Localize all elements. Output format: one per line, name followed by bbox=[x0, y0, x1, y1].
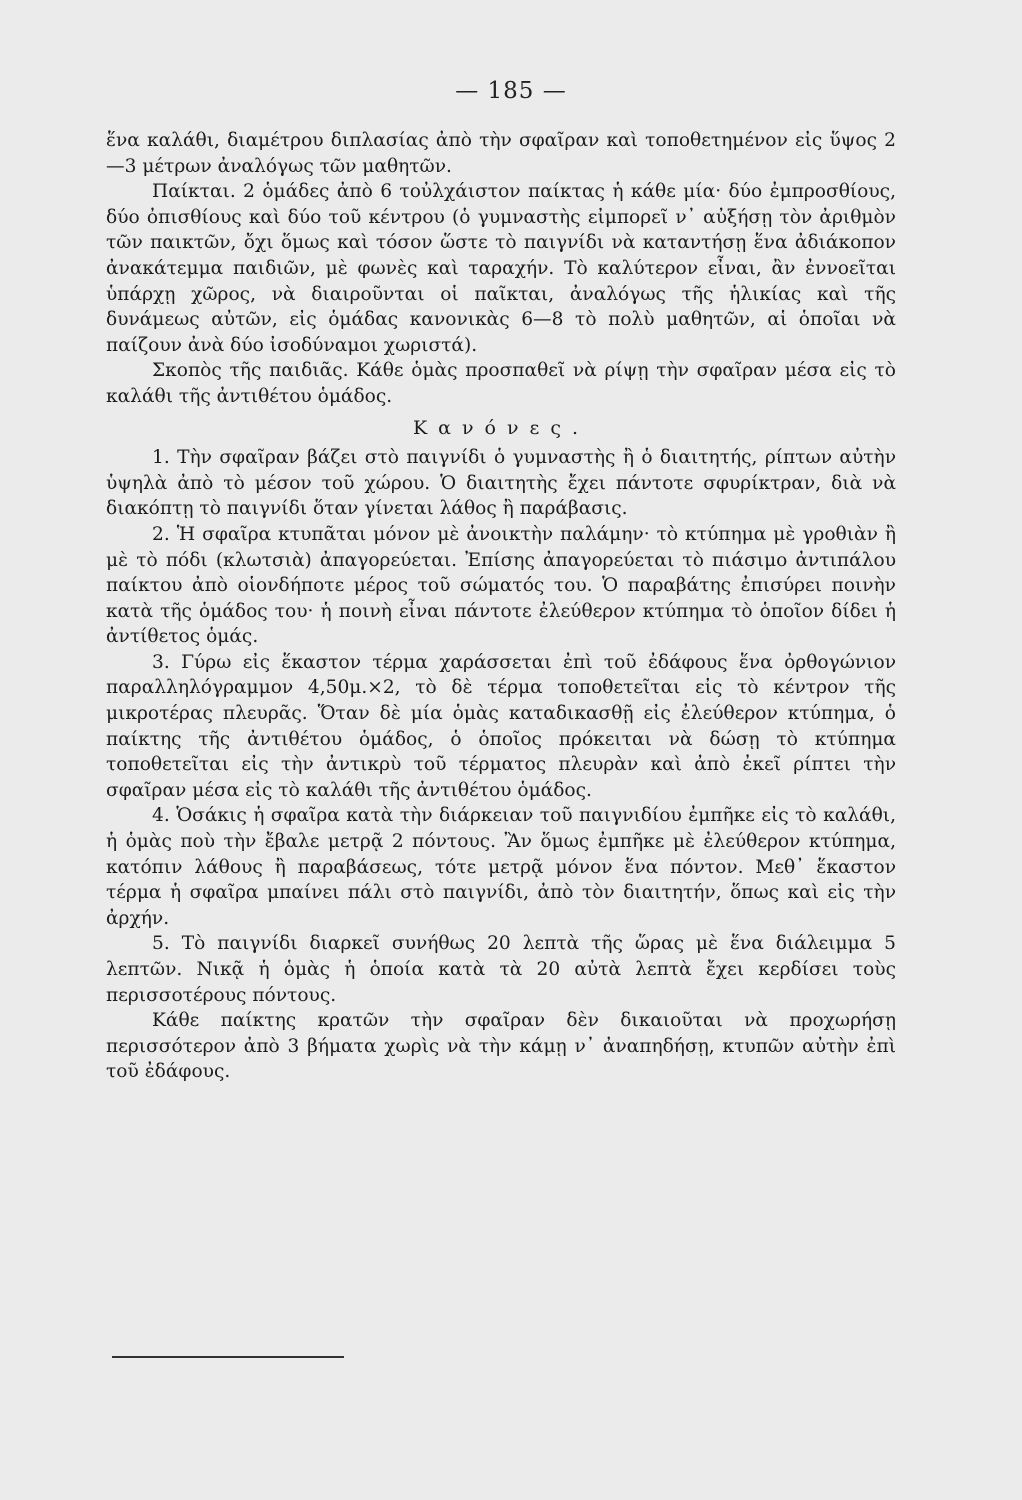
rule-item-4: 4. Ὁσάκις ἡ σφαῖρα κατὰ τὴν διάρκειαν τοῦ παιγνιδίου ἐμπῆκε εἰς τὸ καλάθι, ἡ ὁμὰς ποὺ τὴν ἔβαλε μετρᾷ 2 πόντους. Ἂν ὅμως ἐμπῆκε μὲ ἐλεύθερον κτύπημα, κατόπιν λάθους ἢ παραβάσεως, τότε μετρᾷ μόνον ἕνα πόντον. Μεθ᾽ ἕκαστον τέρμα ἡ σφαῖρα μπαίνει πάλι στὸ παιγνίδι, ἀπὸ τὸν διαιτητήν, ὅπως καὶ εἰς τὴν ἀρχήν. bbox=[106, 805, 896, 929]
rule-item-5: 5. Τὸ παιγνίδι διαρκεῖ συνήθως 20 λεπτὰ τῆς ὥρας μὲ ἕνα διάλειμμα 5 λεπτῶν. Νικᾷ ἡ ὁμὰς ἡ ὁποία κατὰ τὰ 20 αὐτὰ λεπτὰ ἔχει κερδίσει τοὺς περισσοτέρους πόντους. bbox=[106, 933, 896, 1006]
page-number: — 185 — bbox=[455, 78, 567, 104]
rule-item-1: 1. Τὴν σφαῖραν βάζει στὸ παιγνίδι ὁ γυμναστὴς ἢ ὁ διαιτητής, ρίπτων αὐτὴν ὑψηλὰ ἀπὸ τὸ μέσον τοῦ χώρου. Ὁ διαιτητὴς ἔχει πάντοτε σφυρίκτραν, διὰ νὰ διακόπτῃ τὸ παιγνίδι ὅταν γίνεται λάθος ἢ παράβασις. bbox=[106, 447, 896, 520]
paragraph-intro-continuation: ἕνα καλάθι, διαμέτρου διπλασίας ἀπὸ τὴν σφαῖραν καὶ τοποθετημένον εἰς ὕψος 2—3 μέτρων ἀναλόγως τῶν μαθητῶν. bbox=[106, 130, 896, 177]
rule-item-3: 3. Γύρω εἰς ἕκαστον τέρμα χαράσσεται ἐπὶ τοῦ ἐδάφους ἕνα ὀρθογώνιον παραλληλόγραμμον 4,50μ.×2, τὸ δὲ τέρμα τοποθετεῖται εἰς τὸ κέντρον τῆς μικροτέρας πλευρᾶς. Ὅταν δὲ μία ὁμὰς καταδικασθῇ εἰς ἐλεύθερον κτύπημα, ὁ παίκτης τῆς ἀντιθέτου ὁμάδος, ὁ ὁποῖος πρόκειται νὰ δώσῃ τὸ κτύπημα τοποθετεῖται εἰς τὴν ἀντικρὺ τοῦ τέρματος πλευρὰν καὶ ἀπὸ ἐκεῖ ρίπτει τὴν σφαῖραν μέσα εἰς τὸ καλάθι τῆς ἀντιθέτου ὁμάδος. bbox=[106, 651, 896, 801]
paragraph-players: Παίκται. 2 ὁμάδες ἀπὸ 6 τοὐλχάιστον παίκτας ἡ κάθε μία· δύο ἐμπροσθίους, δύο ὀπισθίους καὶ δύο τοῦ κέντρου (ὁ γυμναστὴς εἰμπορεῖ ν᾽ αὐξήσῃ τὸν ἀριθμὸν τῶν παικτῶν, ὄχι ὅμως καὶ τόσον ὥστε τὸ παιγνίδι νὰ καταντήσῃ ἕνα ἀδιάκοπον ἀνακάτεμμα παιδιῶν, μὲ φωνὲς καὶ ταραχήν. Τὸ καλύτερον εἶναι, ἂν ἐννοεῖται ὑπάρχῃ χῶρος, νὰ διαιροῦνται οἱ παῖκται, ἀναλόγως τῆς ἡλικίας καὶ τῆς δυνάμεως αὐτῶν, εἰς ὁμάδας κανονικὰς 6—8 τὸ πολὺ μαθητῶν, αἱ ὁποῖαι νὰ παίζουν ἀνὰ δύο ἰσοδύναμοι χωριστά). bbox=[106, 181, 896, 356]
body-text bbox=[106, 128, 896, 1085]
rules-heading: Κανόνες. bbox=[412, 416, 590, 439]
rule-item-2: 2. Ἡ σφαῖρα κτυπᾶται μόνον μὲ ἀνοικτὴν παλάμην· τὸ κτύπημα μὲ γροθιὰν ἢ μὲ τὸ πόδι (κλωτσιὰ) ἀπαγορεύεται. Ἐπίσης ἀπαγορεύεται τὸ πιάσιμο ἀντιπάλου παίκτου ἀπὸ οἱονδήποτε μέρος τοῦ σώματός του. Ὁ παραβάτης ἐπισύρει ποινὴν κατὰ τῆς ὁμάδος του· ἡ ποινὴ εἶναι πάντοτε ἐλεύθερον κτύπημα τὸ ὁποῖον δίδει ἡ ἀντίθετος ὁμάς. bbox=[106, 523, 896, 648]
paragraph-closing-rule: Κάθε παίκτης κρατῶν τὴν σφαῖραν δὲν δικαιοῦται νὰ προχωρήσῃ περισσότερον ἀπὸ 3 βήματα χωρὶς νὰ τὴν κάμῃ ν᾽ ἀναπηδήσῃ, κτυπῶν αὐτὴν ἐπὶ τοῦ ἐδάφους. bbox=[106, 1010, 896, 1083]
end-rule-divider bbox=[112, 1356, 344, 1358]
paragraph-game-goal: Σκοπὸς τῆς παιδιᾶς. Κάθε ὁμὰς προσπαθεῖ νὰ ρίψῃ τὴν σφαῖραν μέσα εἰς τὸ καλάθι τῆς ἀντιθέτου ὁμάδος. bbox=[106, 360, 896, 407]
